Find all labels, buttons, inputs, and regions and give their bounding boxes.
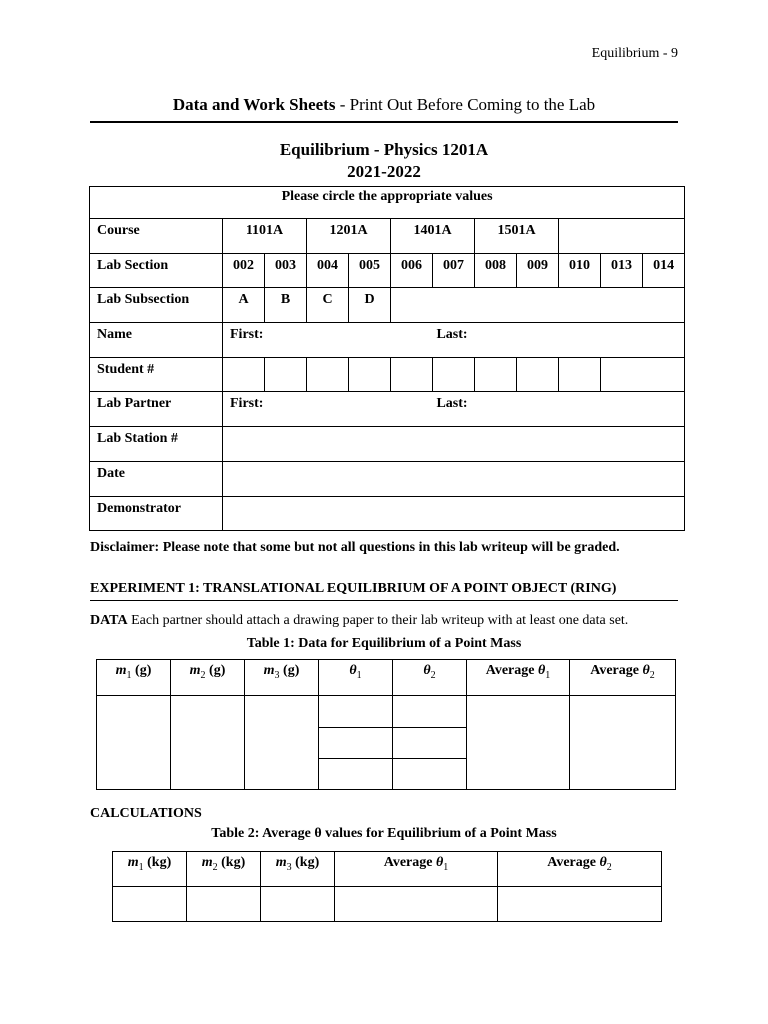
section-option[interactable]: 010 — [559, 253, 601, 288]
subsection-option[interactable]: A — [223, 288, 265, 323]
subsection-option[interactable]: D — [349, 288, 391, 323]
calculations-heading: CALCULATIONS — [90, 806, 202, 821]
lab-section-label: Lab Section — [90, 253, 223, 288]
t1-cell-theta1[interactable] — [319, 759, 393, 790]
t1-header-theta2: $\theta_2$ — [393, 660, 467, 696]
section-option[interactable]: 006 — [391, 253, 433, 288]
page-number: Equilibrium - 9 — [591, 46, 678, 61]
t1-cell-theta1[interactable] — [319, 728, 393, 759]
section-option[interactable]: 004 — [307, 253, 349, 288]
student-digit-box[interactable] — [559, 357, 601, 392]
course-option[interactable]: 1101A — [223, 219, 307, 254]
student-digit-box[interactable] — [433, 357, 475, 392]
t1-cell-theta2[interactable] — [393, 696, 467, 728]
demonstrator-label: Demonstrator — [90, 496, 223, 531]
info-banner: Please circle the appropriate values — [90, 187, 685, 219]
lab-station-label: Lab Station # — [90, 427, 223, 462]
table2-caption: Table 2: Average θ values for Equilibrium of a Point Mass — [211, 826, 557, 841]
t1-cell-avg-theta2[interactable] — [570, 696, 676, 790]
date-row — [90, 461, 685, 496]
page-title: Equilibrium - Physics 1201A — [279, 140, 489, 159]
t2-header-m1: $m_1$ (kg) — [113, 852, 187, 887]
student-digit-box[interactable] — [349, 357, 391, 392]
student-digit-box[interactable] — [307, 357, 349, 392]
section-option[interactable]: 009 — [517, 253, 559, 288]
subsection-option[interactable]: C — [307, 288, 349, 323]
experiment-rule — [90, 600, 678, 601]
t1-header-m2: $m_2$ (g) — [171, 660, 245, 696]
lab-subsection-row — [90, 288, 685, 323]
t1-header-m3: $m_3$ (g) — [245, 660, 319, 696]
section-option[interactable]: 013 — [601, 253, 643, 288]
t2-header-avg-theta1: Average $\theta_1$ — [335, 852, 498, 887]
lab-partner-label: Lab Partner — [90, 392, 223, 427]
student-info-table — [89, 186, 685, 531]
student-number-row — [90, 357, 685, 392]
t1-cell-theta2[interactable] — [393, 759, 467, 790]
demonstrator-row — [90, 496, 685, 531]
section-option[interactable]: 007 — [433, 253, 475, 288]
student-number-label: Student # — [90, 357, 223, 392]
partner-first-label: First: — [230, 396, 264, 412]
data-instruction — [90, 613, 628, 629]
t2-cell-m1[interactable] — [113, 887, 187, 922]
table2-calculations — [112, 851, 662, 922]
lab-station-field[interactable] — [223, 427, 685, 462]
name-row — [90, 323, 685, 358]
disclaimer: Disclaimer: Please note that some but not all questions in this lab writeup will be graded. — [90, 540, 620, 555]
sheet-heading-rest: - Print Out Before Coming to the Lab — [335, 95, 596, 114]
t1-cell-avg-theta1[interactable] — [467, 696, 570, 790]
course-option[interactable]: 1501A — [475, 219, 559, 254]
lab-subsection-label: Lab Subsection — [90, 288, 223, 323]
last-name-label: Last: — [436, 327, 468, 343]
partner-last-label: Last: — [436, 396, 468, 412]
lab-partner-field[interactable] — [223, 392, 685, 427]
heading-rule — [90, 121, 678, 123]
t1-header-theta1: $\theta_1$ — [319, 660, 393, 696]
table1-caption: Table 1: Data for Equilibrium of a Point Mass — [246, 636, 522, 651]
t2-cell-avg-theta2[interactable] — [498, 887, 662, 922]
name-field[interactable] — [223, 323, 685, 358]
course-option[interactable]: 1201A — [307, 219, 391, 254]
table1-data — [96, 659, 676, 790]
section-option[interactable]: 008 — [475, 253, 517, 288]
t1-cell-theta2[interactable] — [393, 728, 467, 759]
t2-header-m3: $m_3$ (kg) — [261, 852, 335, 887]
student-digit-box[interactable] — [517, 357, 559, 392]
t2-header-avg-theta2: Average $\theta_2$ — [498, 852, 662, 887]
data-label: DATA — [90, 613, 128, 628]
t2-cell-avg-theta1[interactable] — [335, 887, 498, 922]
student-digit-box[interactable] — [265, 357, 307, 392]
date-field[interactable] — [223, 461, 685, 496]
section-option[interactable]: 014 — [643, 253, 685, 288]
section-option[interactable]: 002 — [223, 253, 265, 288]
data-text: Each partner should attach a drawing paper to their lab writeup with at least one data set. — [127, 613, 629, 628]
t1-header-avg-theta1: Average $\theta_1$ — [467, 660, 570, 696]
t1-cell-m2[interactable] — [171, 696, 245, 790]
t1-header-avg-theta2: Average $\theta_2$ — [570, 660, 676, 696]
section-option[interactable]: 003 — [265, 253, 307, 288]
first-name-label: First: — [230, 327, 264, 343]
student-digit-box[interactable] — [223, 357, 265, 392]
experiment-heading: EXPERIMENT 1: TRANSLATIONAL EQUILIBRIUM OF A POINT OBJECT (RING) — [90, 581, 617, 596]
course-label: Course — [90, 219, 223, 254]
course-row — [90, 219, 685, 254]
student-digit-box[interactable] — [601, 357, 685, 392]
t1-cell-m3[interactable] — [245, 696, 319, 790]
student-digit-box[interactable] — [391, 357, 433, 392]
t1-cell-theta1[interactable] — [319, 696, 393, 728]
page-year: 2021-2022 — [347, 162, 421, 181]
section-option[interactable]: 005 — [349, 253, 391, 288]
sheet-heading-bold: Data and Work Sheets — [172, 95, 336, 114]
demonstrator-field[interactable] — [223, 496, 685, 531]
t2-cell-m3[interactable] — [261, 887, 335, 922]
student-digit-box[interactable] — [475, 357, 517, 392]
t2-cell-m2[interactable] — [187, 887, 261, 922]
lab-partner-row — [90, 392, 685, 427]
lab-station-row — [90, 427, 685, 462]
date-label: Date — [90, 461, 223, 496]
subsection-option[interactable]: B — [265, 288, 307, 323]
name-label: Name — [90, 323, 223, 358]
lab-section-row — [90, 253, 685, 288]
t2-header-m2: $m_2$ (kg) — [187, 852, 261, 887]
course-empty-cell — [559, 219, 685, 254]
subsection-empty-cell — [391, 288, 685, 323]
sheet-heading — [0, 95, 768, 115]
course-option[interactable]: 1401A — [391, 219, 475, 254]
t1-cell-m1[interactable] — [97, 696, 171, 790]
t1-header-m1: $m_1$ (g) — [97, 660, 171, 696]
